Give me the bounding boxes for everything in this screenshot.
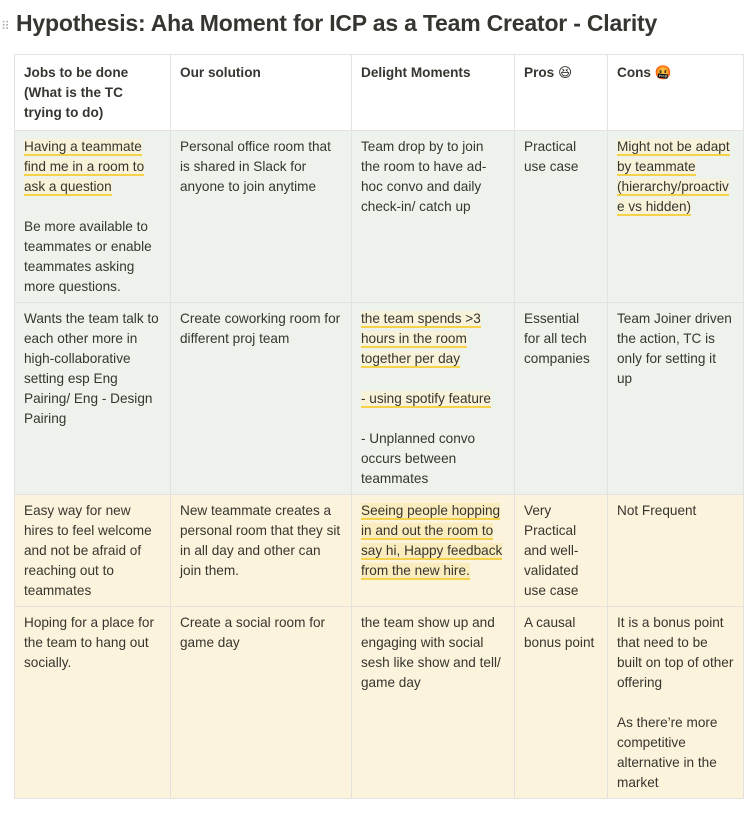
table-cell-delight-moments[interactable]: [352, 303, 515, 495]
table-row: [15, 303, 744, 495]
cell-paragraph: [361, 389, 505, 409]
cell-paragraph: [617, 713, 734, 793]
highlighted-text: - using spotify feature: [361, 391, 491, 406]
cell-text: Create a social room for game day: [180, 615, 326, 650]
table-cell-jobs-to-be-done[interactable]: [15, 303, 171, 495]
cell-paragraph: [180, 137, 342, 197]
cell-paragraph: [617, 137, 734, 217]
cell-text: Essential for all tech companies: [524, 311, 590, 366]
table-cell-our-solution[interactable]: [171, 303, 352, 495]
cell-text: Hoping for a place for the team to hang out socially.: [24, 615, 154, 670]
table-cell-delight-moments[interactable]: [352, 495, 515, 607]
table-cell-cons[interactable]: [608, 607, 744, 799]
cell-paragraph: [617, 309, 734, 389]
cell-text: Personal office room that is shared in Slack for anyone to join anytime: [180, 139, 331, 194]
cell-paragraph: [24, 217, 161, 297]
table-cell-cons[interactable]: [608, 303, 744, 495]
cell-paragraph: [24, 613, 161, 673]
cell-paragraph: [617, 501, 734, 521]
cell-paragraph: [361, 501, 505, 581]
table-row: [15, 495, 744, 607]
header-label: Jobs to be done (What is the TC trying to do): [24, 65, 129, 120]
cell-paragraph: [180, 501, 342, 581]
highlighted-text: the team spends >3 hours in the room together per day: [361, 311, 481, 366]
cell-text: Not Frequent: [617, 503, 697, 518]
table-cell-delight-moments[interactable]: [352, 607, 515, 799]
header-cons[interactable]: [608, 55, 744, 131]
table-cell-delight-moments[interactable]: [352, 131, 515, 303]
hypothesis-table: [14, 54, 744, 799]
header-label: Our solution: [180, 65, 261, 80]
cell-paragraph: [24, 501, 161, 601]
table-cell-pros[interactable]: [515, 495, 608, 607]
cell-paragraph: [361, 309, 505, 369]
cell-text: Be more available to teammates or enable teammates asking more questions.: [24, 219, 152, 294]
cell-text: Practical use case: [524, 139, 579, 174]
header-our-solution[interactable]: [171, 55, 352, 131]
cell-text: It is a bonus point that need to be built on top of other offering: [617, 615, 734, 690]
header-label: Delight Moments: [361, 65, 471, 80]
table-cell-jobs-to-be-done[interactable]: [15, 495, 171, 607]
table-cell-cons[interactable]: [608, 495, 744, 607]
table-cell-pros[interactable]: [515, 131, 608, 303]
cell-text: Easy way for new hires to feel welcome and not be afraid of reaching out to teammates: [24, 503, 152, 598]
header-pros[interactable]: [515, 55, 608, 131]
table-row: [15, 607, 744, 799]
header-label: Cons: [617, 65, 651, 80]
table-cell-our-solution[interactable]: [171, 495, 352, 607]
cell-text: the team show up and engaging with social sesh like show and tell/ game day: [361, 615, 501, 690]
cell-text: - Unplanned convo occurs between teammates: [361, 431, 476, 486]
cell-paragraph: [524, 137, 598, 177]
cell-text: Wants the team talk to each other more in high-collaborative setting esp Eng Pairing/ Eng - Design Pairing: [24, 311, 159, 426]
header-jobs-to-be-done[interactable]: [15, 55, 171, 131]
cell-text: Create coworking room for different proj team: [180, 311, 341, 346]
cell-paragraph: [617, 613, 734, 693]
table-cell-our-solution[interactable]: [171, 607, 352, 799]
cell-text: New teammate creates a personal room that they sit in all day and other can join them.: [180, 503, 341, 578]
cell-paragraph: [524, 309, 598, 369]
cell-paragraph: [524, 501, 598, 601]
table-cell-jobs-to-be-done[interactable]: [15, 607, 171, 799]
cell-paragraph: [361, 429, 505, 489]
cell-text: As there’re more competitive alternative in the market: [617, 715, 718, 790]
cell-paragraph: [180, 613, 342, 653]
cell-paragraph: [24, 309, 161, 429]
cell-text: Team drop by to join the room to have ad-hoc convo and daily check-in/ catch up: [361, 139, 487, 214]
table-cell-jobs-to-be-done[interactable]: [15, 131, 171, 303]
angry-face-icon: 🤬: [654, 65, 672, 81]
page-title: Hypothesis: Aha Moment for ICP as a Team Creator - Clarity: [16, 10, 658, 36]
table-cell-pros[interactable]: [515, 607, 608, 799]
header-delight-moments[interactable]: [352, 55, 515, 131]
table-cell-pros[interactable]: [515, 303, 608, 495]
cell-paragraph: [361, 613, 505, 693]
highlighted-text: Seeing people hopping in and out the room to say hi, Happy feedback from the new hire.: [361, 503, 503, 578]
cell-paragraph: [24, 137, 161, 197]
table-cell-cons[interactable]: [608, 131, 744, 303]
cell-text: A causal bonus point: [524, 615, 595, 650]
cell-text: Very Practical and well-validated use case: [524, 503, 579, 598]
table-row: [15, 131, 744, 303]
header-label: Pros: [524, 65, 555, 80]
table-cell-our-solution[interactable]: [171, 131, 352, 303]
grinning-face-icon: 😆: [558, 65, 573, 81]
cell-paragraph: [524, 613, 598, 653]
highlighted-text: Might not be adapt by teammate (hierarchy/proactive vs hidden): [617, 139, 730, 214]
cell-paragraph: [361, 137, 505, 217]
highlighted-text: Having a teammate find me in a room to ask a question: [24, 139, 145, 194]
cell-paragraph: [180, 309, 342, 349]
drag-handle-icon[interactable]: ⠿: [1, 19, 8, 33]
cell-text: Team Joiner driven the action, TC is only for setting it up: [617, 311, 732, 386]
table-header-row: [15, 55, 744, 131]
